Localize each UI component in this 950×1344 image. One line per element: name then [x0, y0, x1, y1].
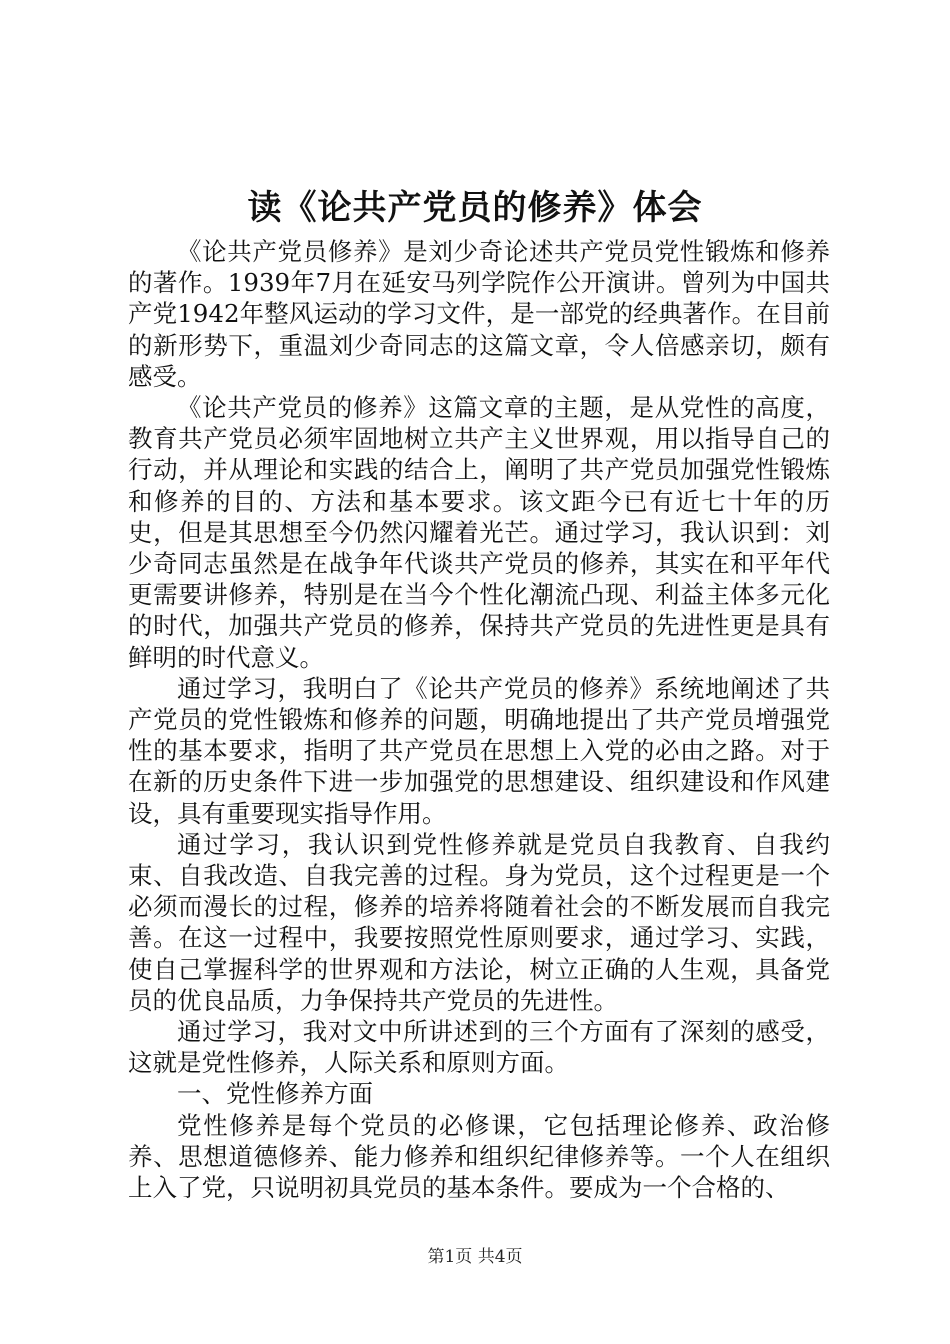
- page-footer: 第1页 共4页: [427, 1247, 523, 1267]
- document-title: 读《论共产党员的修养》体会: [247, 188, 703, 228]
- paragraph: 党性修养是每个党员的必修课，它包括理论修养、政治修养、思想道德修养、能力修养和组织纪律修养等。一个人在组织上入了党，只说明初具党员的基本条件。要成为一个合格的、: [128, 1110, 830, 1203]
- paragraph: 《论共产党员的修养》这篇文章的主题，是从党性的高度，教育共产党员必须牢固地树立共产主义世界观，用以指导自己的行动，并从理论和实践的结合上，阐明了共产党员加强党性锻炼和修养的目的、方法和基本要求。该文距今已有近七十年的历史，但是其思想至今仍然闪耀着光芒。通过学习，我认识到：刘少奇同志虽然是在战争年代谈共产党员的修养，其实在和平年代更需要讲修养，特别是在当今个性化潮流凸现、利益主体多元化的时代，加强共产党员的修养，保持共产党员的先进性更是具有鲜明的时代意义。: [128, 393, 830, 672]
- paragraph: 通过学习，我明白了《论共产党员的修养》系统地阐述了共产党员的党性锻炼和修养的问题，明确地提出了共产党员增强党性的基本要求，指明了共产党员在思想上入党的必由之路。对于在新的历史条件下进一步加强党的思想建设、组织建设和作风建设，具有重要现实指导作用。: [128, 673, 830, 828]
- paragraph: 通过学习，我对文中所讲述到的三个方面有了深刻的感受，这就是党性修养，人际关系和原则方面。: [128, 1017, 830, 1078]
- paragraph: 通过学习，我认识到党性修养就是党员自我教育、自我约束、自我改造、自我完善的过程。身为党员，这个过程更是一个必须而漫长的过程，修养的培养将随着社会的不断发展而自我完善。在这一过程中，我要按照党性原则要求，通过学习、实践，使自己掌握科学的世界观和方法论，树立正确的人生观，具备党员的优良品质，力争保持共产党员的先进性。: [128, 829, 830, 1015]
- paragraph: 《论共产党员修养》是刘少奇论述共产党员党性锻炼和修养的著作。1939年7月在延安马列学院作公开演讲。曾列为中国共产党1942年整风运动的学习文件，是一部党的经典著作。在目前的新形势下，重温刘少奇同志的这篇文章，令人倍感亲切，颇有感受。: [128, 237, 830, 391]
- document-body: [128, 236, 830, 1203]
- section-heading: 一、党性修养方面: [177, 1079, 373, 1109]
